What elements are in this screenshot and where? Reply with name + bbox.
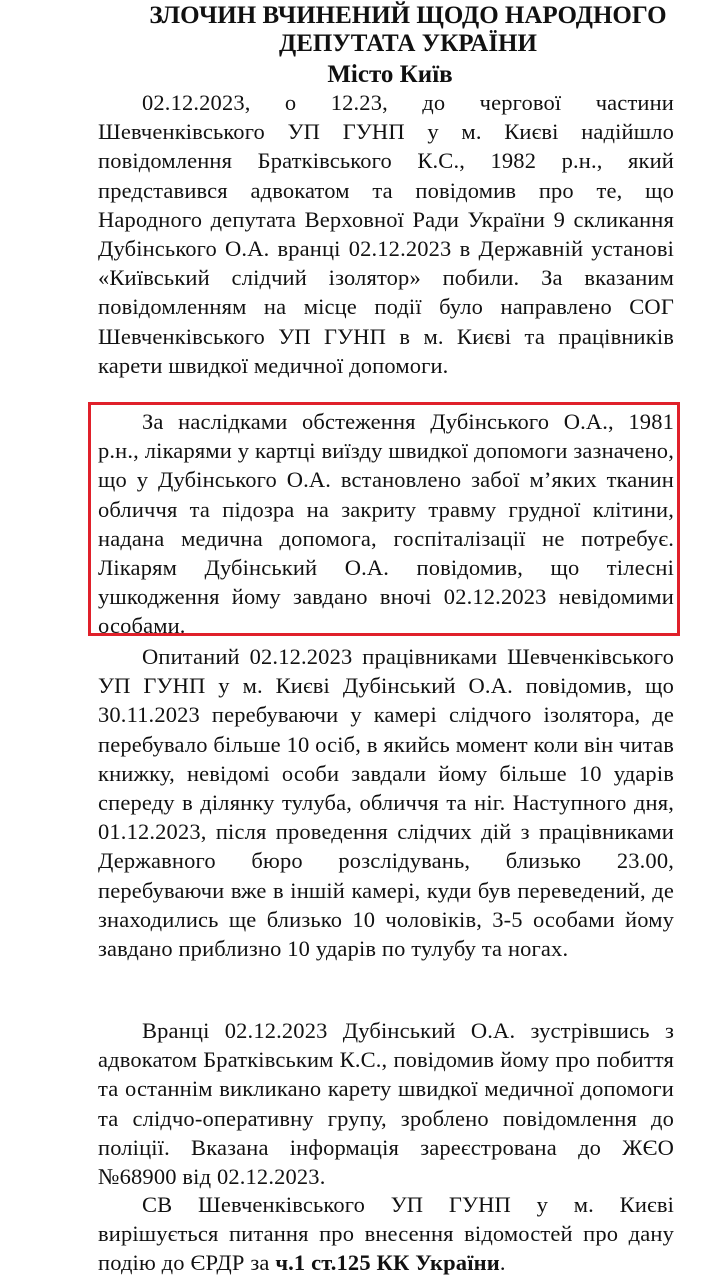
conclusion-end: . bbox=[499, 1250, 506, 1276]
paragraph-interview: Опитаний 02.12.2023 працівниками Шевченківського УП ГУНП у м. Києві Дубінський О.А. повідомив, що 30.11.2023 перебуваючи у камері слідчого ізолятора, де перебувало більше 10 осіб, в якийсь момент коли він читав книжку, невідомі особи завдали йому більше 10 ударів спереду в ділянку тулуба, обличчя та ніг. Наступного дня, 01.12.2023, після проведення слідчих дій з працівниками Державного бюро розслідувань, близько 23.00, перебуваючи вже в іншій камері, куди був переведений, де знаходились ще близько 10 чоловіків, 3-5 особами йому завдано приблизно 10 ударів по тулубу та ногах. bbox=[98, 644, 674, 962]
paragraph-report: 02.12.2023, о 12.23, до чергової частини Шевченківського УП ГУНП у м. Києві надійшло повідомлення Братківського К.С., 1982 р.н., який представився адвокатом та повідомив про те, що Народного депутата Верховної Ради України 9 скликання Дубінського О.А. вранці 02.12.2023 в Державній установі «Київський слідчий ізолятор» побили. За вказаним повідомленням на місце події було направлено СОГ Шевченківського УП ГУНП в м. Києві та працівників карети швидкої медичної допомоги. bbox=[98, 90, 674, 378]
paragraph-conclusion bbox=[98, 1190, 674, 1278]
city-heading: Місто Київ bbox=[327, 61, 453, 88]
document-header bbox=[0, 0, 707, 89]
criminal-code-article: ч.1 ст.125 КК України bbox=[275, 1250, 500, 1276]
paragraph-medical-findings: За наслідками обстеження Дубінського О.А., 1981 р.н., лікарями у картці виїзду швидкої допомоги зазначено, що у Дубінського О.А. встановлено забої м’яких тканин обличчя та підозра на закриту травму грудної клітини, надана медична допомога, госпіталізації не потребує. Лікарям Дубінський О.А. повідомив, що тілесні ушкодження йому завдано вночі 02.12.2023 невідомими особами. bbox=[98, 409, 674, 639]
title-line-1: ЗЛОЧИН ВЧИНЕНИЙ ЩОДО НАРОДНОГО bbox=[149, 2, 667, 29]
conclusion-text: СВ Шевченківського УП ГУНП у м. Києві вирішується питання про внесення відомостей про дану подію до ЄРДР за bbox=[98, 1192, 674, 1276]
paragraph-morning-events: Вранці 02.12.2023 Дубінський О.А. зустрівшись з адвокатом Братківським К.С., повідомив йому про побиття та останнім викликано карету швидкої медичної допомоги та слідчо-оперативну групу, зроблено повідомлення до поліції. Вказана інформація зареєстрована до ЖЄО №68900 від 02.12.2023. bbox=[98, 1018, 674, 1190]
title-line-2: ДЕПУТАТА УКРАЇНИ bbox=[279, 30, 537, 57]
